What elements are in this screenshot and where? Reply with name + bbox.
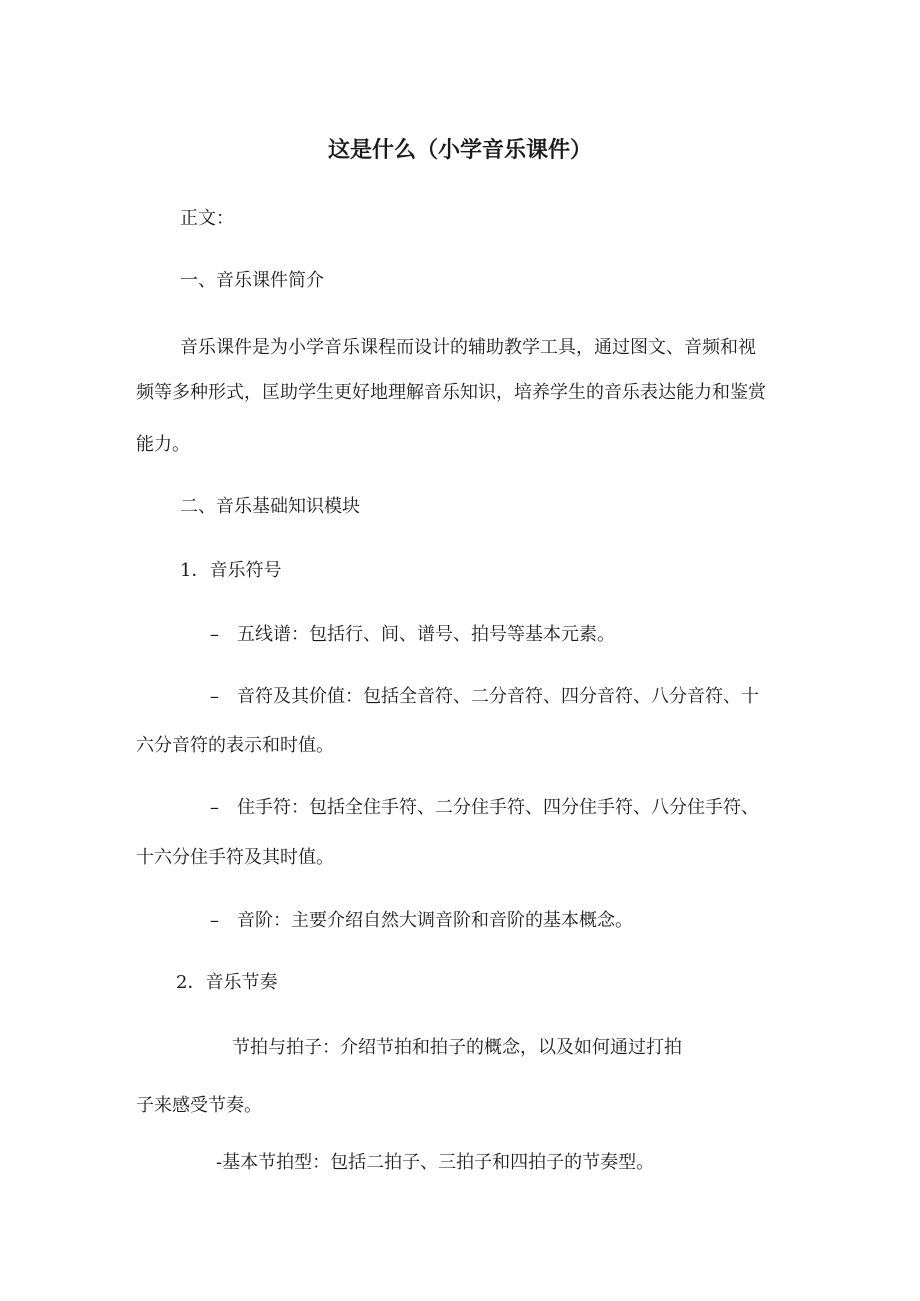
sub1-item-rests-line-1: – 住手符：包括全住手符、二分住手符、四分住手符、八分住手符、 — [210, 797, 759, 818]
section1-paragraph-line-2: 频等多种形式，匡助学生更好地理解音乐知识，培养学生的音乐表达能力和鉴赏 — [136, 382, 766, 403]
sub1-item-scale: – 音阶：主要介绍自然大调音阶和音阶的基本概念。 — [210, 910, 633, 931]
sub1-item-staff: – 五线谱：包括行、间、谱号、拍号等基本元素。 — [210, 624, 615, 645]
section1-paragraph-line-1: 音乐课件是为小学音乐课程而设计的辅助教学工具，通过图文、音频和视 — [180, 337, 756, 358]
sub2-item-meter-line-1: 节拍与拍子：介绍节拍和拍子的概念，以及如何通过打拍 — [232, 1037, 682, 1058]
document-title: 这是什么（小学音乐课件） — [327, 138, 592, 163]
sub1-item-notes-line-2: 六分音符的表示和时值。 — [136, 735, 334, 756]
section1-heading: 一、音乐课件简介 — [180, 270, 324, 291]
sub1-item-notes-line-1: – 音符及其价值：包括全音符、二分音符、四分音符、八分音符、十 — [210, 686, 759, 707]
section1-paragraph-line-3: 能力。 — [136, 434, 190, 455]
sub1-heading: 1．音乐符号 — [180, 560, 282, 581]
section2-heading: 二、音乐基础知识模块 — [180, 496, 360, 517]
sub2-item-meter-line-2: 子来感受节奏。 — [136, 1095, 262, 1116]
sub2-heading: 2．音乐节奏 — [176, 972, 278, 993]
sub2-item-basic-meters: -基本节拍型：包括二拍子、三拍子和四拍子的节奏型。 — [216, 1152, 655, 1173]
sub1-item-rests-line-2: 十六分住手符及其时值。 — [136, 847, 334, 868]
intro-label: 正文： — [180, 208, 234, 229]
